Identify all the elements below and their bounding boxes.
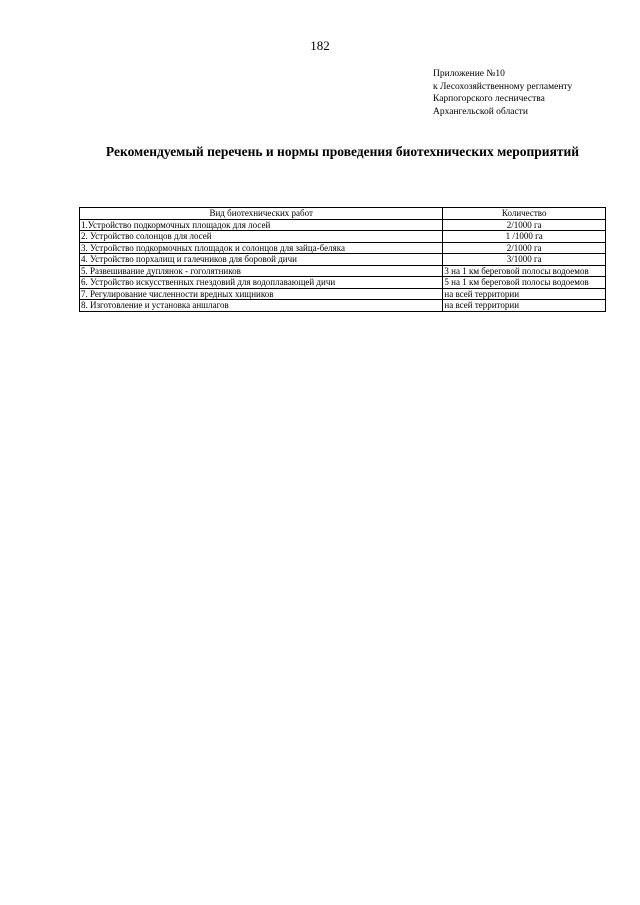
quantity-cell: 3/1000 га [443,254,606,266]
work-type-cell: 1.Устройство подкормочных площадок для лосей [80,219,443,231]
work-type-cell: 7. Регулирование численности вредных хищников [80,288,443,300]
header-work-type: Вид биотехнических работ [80,208,443,220]
document-title: Рекомендуемый перечень и нормы проведения биотехнических мероприятий [105,144,580,159]
header-quantity: Количество [443,208,606,220]
table-body [80,219,606,311]
appendix-note [433,68,572,118]
work-type-cell: 6. Устройство искусственных гнездовий для водоплавающей дичи [80,277,443,289]
work-type-cell: 5. Развешивание дуплянок - гоголятников [80,265,443,277]
table-row [80,231,606,243]
table-row [80,265,606,277]
quantity-cell: 3 на 1 км береговой полосы водоемов [443,265,606,277]
biotechnical-norms-table [79,207,606,312]
quantity-cell: 1 /1000 га [443,231,606,243]
work-type-cell: 4. Устройство порхалищ и галечников для боровой дичи [80,254,443,266]
table-row [80,254,606,266]
appendix-line: Архангельской области [433,106,528,117]
table-row [80,300,606,312]
table-row [80,277,606,289]
appendix-line: к Лесохозяйственному регламенту [433,81,573,92]
page-number: 182 [310,38,330,53]
table-row [80,288,606,300]
work-type-cell: 2. Устройство солонцов для лосей [80,231,443,243]
work-type-cell: 8. Изготовление и установка аншлагов [80,300,443,312]
appendix-line: Приложение №10 [433,69,505,79]
table-header-row [80,208,606,220]
quantity-cell: 2/1000 га [443,242,606,254]
table-row [80,219,606,231]
work-type-cell: 3. Устройство подкормочных площадок и солонцов для зайца-беляка [80,242,443,254]
quantity-cell: на всей территории [443,300,606,312]
quantity-cell: 5 на 1 км береговой полосы водоемов [443,277,606,289]
table-row [80,242,606,254]
quantity-cell: на всей территории [443,288,606,300]
quantity-cell: 2/1000 га [443,219,606,231]
appendix-line: Карпогорского лесничества [433,94,545,104]
